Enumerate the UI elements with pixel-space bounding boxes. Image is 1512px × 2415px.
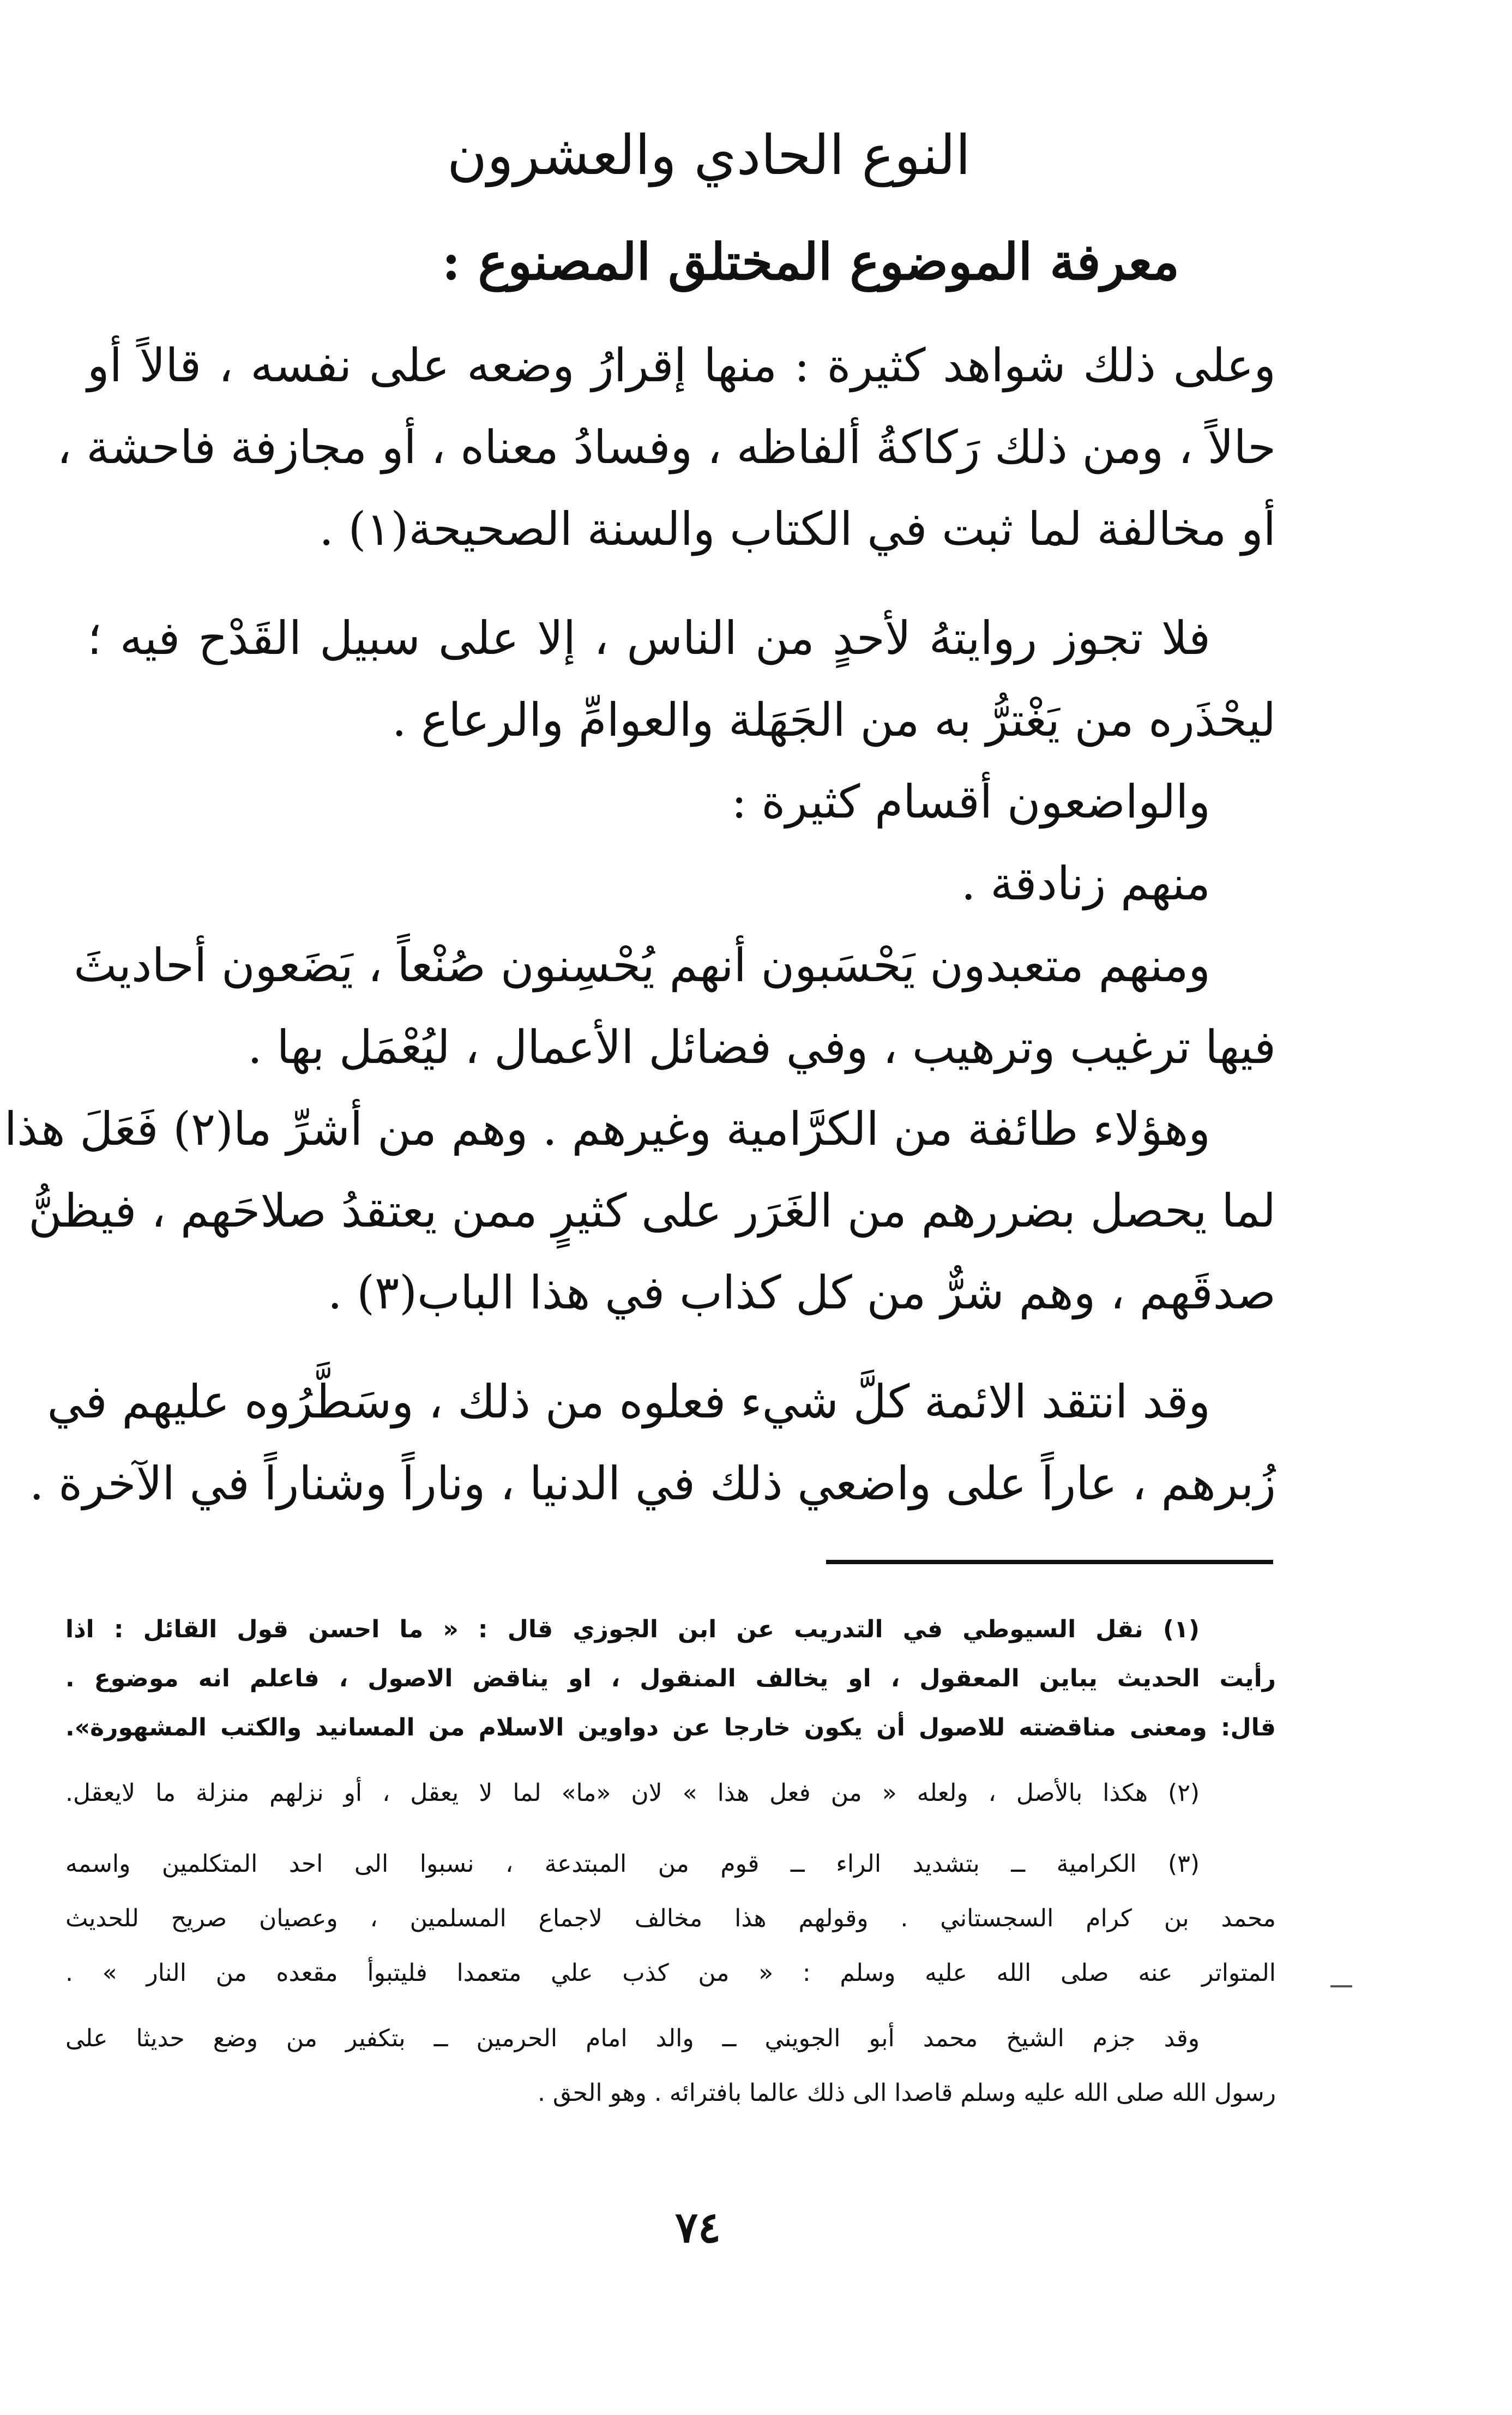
- footnote-line: محمد بن كرام السجستاني . وقولهم هذا مخالف لاجماع المسلمين ، وعصيان صريح للحديث: [65, 1905, 1276, 1932]
- footnote-line: المتواتر عنه صلى الله عليه وسلم : « من كذب علي متعمدا فليتبوأ مقعده من النار » .: [65, 1959, 1276, 1987]
- body-line: زُبرهم ، عاراً على واضعي ذلك في الدنيا ، وناراً وشناراً في الآخرة .: [29, 1457, 1276, 1510]
- chapter-heading: النوع الحادي والعشرون: [447, 123, 971, 187]
- body-line: فلا تجوز روايتهُ لأحدٍ من الناس ، إلا على سبيل القَدْح فيه ؛: [87, 611, 1210, 665]
- footnote-line: رأيت الحديث يباين المعقول ، او يخالف المنقول ، او يناقض الاصول ، فاعلم انه موضوع .: [65, 1665, 1276, 1692]
- scan-edge-mark: [1330, 1985, 1352, 1987]
- body-line: والواضعون أقسام كثيرة :: [731, 775, 1210, 828]
- section-subheading: معرفة الموضوع المختلق المصنوع :: [442, 232, 1179, 291]
- footnote-line: رسول الله صلى الله عليه وسلم قاصدا الى ذلك عالما بافترائه . وهو الحق .: [537, 2079, 1276, 2107]
- footnote-line: (١) نقل السيوطي في التدريب عن ابن الجوزي قال : « ما احسن قول القائل : اذا: [65, 1615, 1200, 1643]
- footnote-divider: [826, 1560, 1273, 1564]
- footnote-line: (٣) الكرامية ــ بتشديد الراء ــ قوم من المبتدعة ، نسبوا الى احد المتكلمين واسمه: [65, 1850, 1200, 1878]
- footnote-line: (٢) هكذا بالأصل ، ولعله « من فعل هذا » لان «ما» لما لا يعقل ، أو نزلهم منزلة ما لايعقل.: [65, 1779, 1200, 1807]
- body-line: وعلى ذلك شواهد كثيرة : منها إقرارُ وضعه على نفسه ، قالاً أو: [87, 339, 1276, 392]
- body-line: وقد انتقد الائمة كلَّ شيء فعلوه من ذلك ، وسَطَّرُوه عليهم في: [47, 1375, 1210, 1428]
- body-line: حالاً ، ومن ذلك رَكاكةُ ألفاظه ، وفسادُ معناه ، أو مجازفة فاحشة ،: [57, 420, 1276, 474]
- body-line: صدقَهم ، وهم شرٌّ من كل كذاب في هذا الباب(٣) .: [327, 1266, 1276, 1319]
- body-line: ومنهم متعبدون يَحْسَبون أنهم يُحْسِنون صُنْعاً ، يَضَعون أحاديثَ: [74, 939, 1210, 992]
- footnote-line: قال: ومعنى مناقضته للاصول أن يكون خارجا عن دواوين الاسلام من المسانيد والكتب المشهورة».: [65, 1714, 1276, 1741]
- body-line: أو مخالفة لما ثبت في الكتاب والسنة الصحيحة(١) .: [319, 502, 1276, 556]
- body-line: فيها ترغيب وترهيب ، وفي فضائل الأعمال ، ليُعْمَل بها .: [248, 1020, 1276, 1074]
- footnote-line: وقد جزم الشيخ محمد أبو الجويني ــ والد امام الحرمين ــ بتكفير من وضع حديثا على: [65, 2024, 1200, 2052]
- body-line: منهم زنادقة .: [961, 857, 1210, 910]
- body-line: لما يحصل بضررهم من الغَرَر على كثيرٍ ممن يعتقدُ صلاحَهم ، فيظنُّ: [28, 1184, 1276, 1237]
- page-number: ٧٤: [675, 2203, 721, 2252]
- body-line: وهؤلاء طائفة من الكرَّامية وغيرهم . وهم من أشرِّ ما(٢) فَعَلَ هذا: [4, 1102, 1210, 1156]
- body-line: ليحْذَره من يَغْترُّ به من الجَهَلة والعوامِّ والرعاع .: [391, 693, 1276, 747]
